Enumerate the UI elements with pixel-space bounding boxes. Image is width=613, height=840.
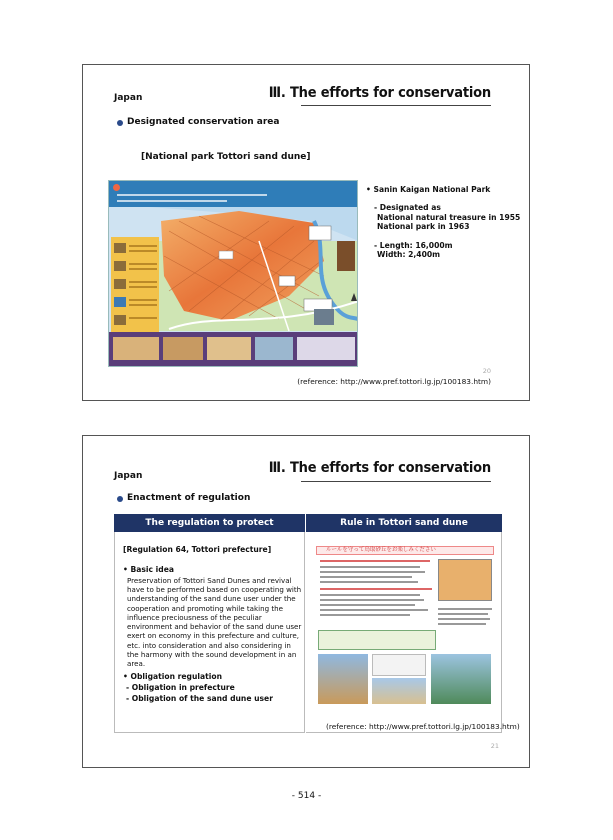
- park-length: - Length: 16,000m: [374, 240, 453, 250]
- park-name: • Sanin Kaigan National Park: [366, 185, 491, 194]
- regulation-heading: [Regulation 64, Tottori prefecture]: [123, 545, 272, 554]
- slide-title: Ⅲ. The efforts for conservation: [268, 460, 491, 476]
- park-info: [366, 185, 526, 260]
- section-heading: Enactment of regulation: [127, 493, 251, 503]
- obligation-user: - Obligation of the sand dune user: [126, 694, 273, 703]
- slide-designated-conservation-area: [82, 64, 530, 401]
- poster-title: ルールを守って鳥取砂丘をお楽しみください: [326, 547, 436, 553]
- reference-link[interactable]: (reference: http://www.pref.tottori.lg.jp/100183.htm): [326, 722, 520, 731]
- obligation-label: • Obligation regulation: [123, 672, 222, 681]
- title-underline: [301, 105, 491, 106]
- rule-poster-image: [316, 546, 494, 711]
- environment-map-image: [108, 180, 358, 367]
- photo-strip: [109, 332, 357, 366]
- slide-page-number: 20: [482, 367, 491, 375]
- section-heading: Designated conservation area: [127, 117, 280, 127]
- title-underline: [301, 481, 491, 482]
- obligation-prefecture: - Obligation in prefecture: [126, 683, 235, 692]
- table-header-regulation: The regulation to protect: [114, 514, 305, 532]
- table-header-rule: Rule in Tottori sand dune: [306, 514, 502, 532]
- basic-idea-text: Preservation of Tottori Sand Dunes and revival have to be performed based on cooperating with understanding of the sand dune user under the cooperation and promoting while taking the influence preciousness of the peculiar environment and behavior of the sand dune user exert on economy in this prefecture and culture, etc. into consideration and also considering in the harmony with the sound development in an area.: [127, 576, 302, 668]
- slide-title: Ⅲ. The efforts for conservation: [268, 85, 491, 101]
- park-width: Width: 2,400m: [377, 250, 441, 260]
- map-legend-panel: [111, 237, 159, 332]
- rule-cell: [306, 532, 502, 733]
- designated-label: - Designated as: [374, 203, 441, 213]
- designated-national-park: National park in 1963: [377, 222, 470, 232]
- slide-page-number: 21: [490, 742, 499, 750]
- document-page-number: - 514 -: [291, 791, 322, 801]
- basic-idea-label: • Basic idea: [123, 565, 174, 574]
- regulation-cell: [114, 532, 305, 733]
- designated-natural-treasure: National natural treasure in 1955: [377, 212, 521, 222]
- map-subheading: [National park Tottori sand dune]: [141, 152, 311, 162]
- country-label: Japan: [114, 93, 143, 103]
- slide-enactment-of-regulation: [82, 435, 530, 768]
- bullet-icon: [117, 120, 123, 126]
- bullet-icon: [117, 496, 123, 502]
- reference-link[interactable]: (reference: http://www.pref.tottori.lg.jp/100183.htm): [297, 377, 491, 386]
- country-label: Japan: [114, 471, 143, 481]
